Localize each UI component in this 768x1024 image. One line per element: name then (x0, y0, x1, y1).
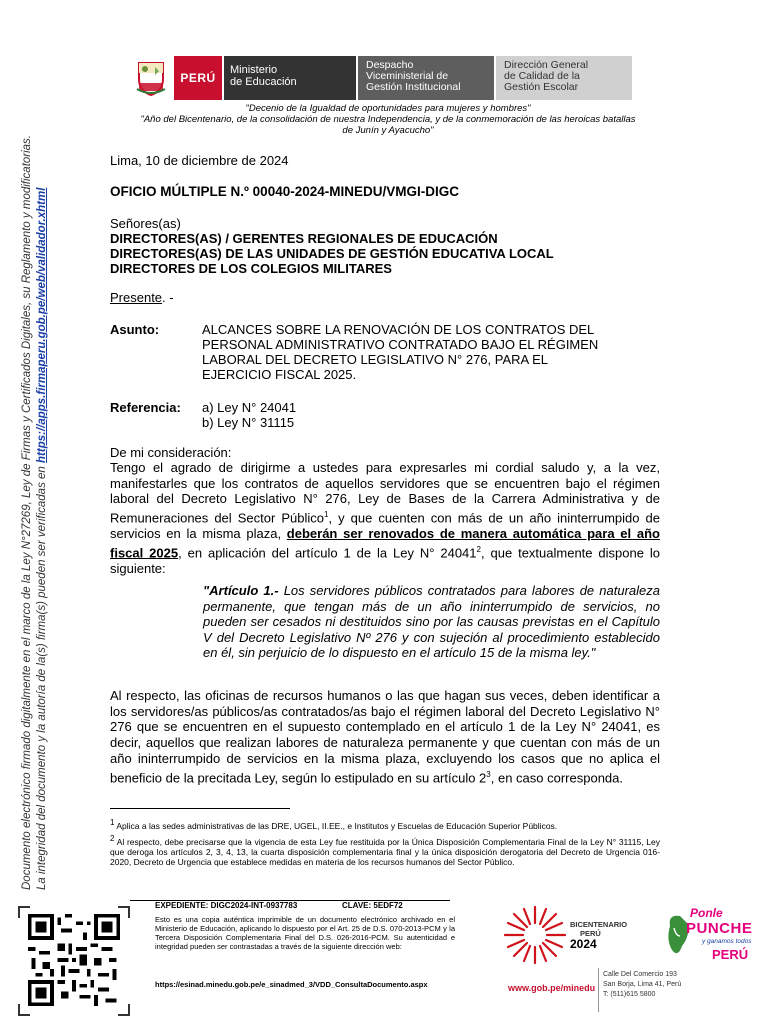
peru-crest-icon (128, 56, 174, 100)
motto-line2: "Año del Bicentenario, de la consolidación de nuestra Independencia, y de la conmemoración de las heroicas batallas (140, 114, 636, 125)
address-divider (598, 968, 599, 1012)
punche-text: PUNCHE (686, 920, 753, 937)
oficio-number: OFICIO MÚLTIPLE N.º 00040-2024-MINEDU/VMGI-DIGC (110, 184, 459, 199)
recipient-2: DIRECTORES(AS) DE LAS UNIDADES DE GESTIÓN EDUCATIVA LOCAL (110, 246, 554, 261)
digital-signature-note (20, 30, 50, 890)
footnote-1: $^1$ Aplica a las sedes administrativas de las DRE, UGEL, II.EE., e Institutos y Escuelas de Educación Superior Públicos. (110, 818, 558, 831)
bicentenario-sun-icon (500, 904, 570, 966)
asunto-label: Asunto: (110, 322, 160, 337)
quoted-article: "Artículo 1.- Los servidores públicos contratados para labores de naturaleza permanente, que tengan más de un año ininterrumpido de servicios, no pueden ser cesados ni destituidos sino por las causas previstas en el Capítulo V del Decreto Legislativo Nº 276 y con sujeción al procedimiento establecido en él, sin perjuicio de lo dispuesto en el artículo 15 de la misma ley." (203, 583, 660, 660)
clave: CLAVE: 5EDF72 (342, 901, 403, 910)
body-paragraph-1: Tengo el agrado de dirigirme a ustedes para expresarles mi cordial saludo y, a la vez, manifestarles que los contratos de aquellos servidores que se encuentren bajo el régimen laboral del Decreto Legislativo N° 276, Ley de Bases de la Carrera Administrativa y de Remuneraciones del Sector Público$^1$, y que cuenten con más de un año ininterrumpido de servicios en la misma plaza, deberán ser renovados de manera automática para el año fiscal 2025, en aplicación del artículo 1 de la Ley N° 24041$^2$, que textualmente dispone lo siguiente: (110, 460, 660, 576)
footnote-divider (110, 808, 290, 809)
motto-line1: "Decenio de la Igualdad de oportunidades para mujeres y hombres" (245, 103, 531, 114)
validator-link[interactable]: https://apps.firmaperu.gob.pe/web/validador.xhtml (36, 187, 48, 463)
bicentenario-label: BICENTENARIO PERÚ 2024 (570, 920, 628, 951)
ministerio-brand: Ministerio de Educación (222, 56, 356, 100)
ponle-peru-text: PERÚ (712, 947, 749, 962)
letter-date: Lima, 10 de diciembre de 2024 (110, 153, 289, 168)
expediente: EXPEDIENTE: DIGC2024-INT-0937783 (155, 901, 298, 910)
peru-brand: PERÚ (174, 56, 222, 100)
despacho-brand: Despacho Viceministerial de Gestión Institucional (356, 56, 494, 100)
recipient-3: DIRECTORES DE LOS COLEGIOS MILITARES (110, 261, 392, 276)
motto-line3: de Junín y Ayacucho" (342, 125, 434, 136)
footnote-2: $^2$ Al respecto, debe precisarse que la vigencia de esta Ley fue restituida por la Única Disposición Complementaria Final de la Ley N° 31115, Ley que deroga los artículos 2, 3, 4, 13, la cuarta disposición complementaria final y la única disposición derogatoria del Decreto de Urgencia 016-2020, Decreto de Urgencia que establece medidas en materia de los recursos humanos del Sector Público. (110, 834, 660, 867)
body-paragraph-2: Al respecto, las oficinas de recursos humanos o las que hagan sus veces, deben identificar a los servidores/as públicos/as contratados/as bajo el régimen laboral del Decreto Legislativo N° 276 que se encuentren en el supuesto contemplado en el artículo 1 de la Ley N° 24041, es decir, aquellos que realizan labores de naturaleza permanente y que cuentan con más de un año ininterrumpido de servicios en la misma plaza, excluyendo los casos que no aplica el beneficio de la precitada Ley, según lo estipulado en su artículo $2^3$, en caso corresponda. (110, 688, 660, 785)
referencia-label: Referencia: (110, 400, 181, 415)
recipient-1: DIRECTORES(AS) / GERENTES REGIONALES DE EDUCACIÓN (110, 231, 498, 246)
authenticity-note: Esto es una copia auténtica imprimible de un documento electrónico archivado en el Ministerio de Educación, aplicando lo dispuesto por el Art. 25 de D.S. 070-2013-PCM y la Tercera Disposición Complementaria Final del D.S. 026-2016-PCM. Su autenticidad e integridad pueden ser contrastadas a través de la siguiente dirección web: (155, 915, 455, 951)
ponle-text: Ponle (690, 906, 723, 920)
verification-url[interactable]: https://esinad.minedu.gob.pe/e_sinadmed_3/VDD_ConsultaDocumento.aspx (155, 980, 428, 989)
direccion-brand: Dirección General de Calidad de la Gestión Escolar (494, 56, 632, 100)
salutation: Señores(as) (110, 216, 181, 231)
signature-note-line2: La integridad del documento y la autoría de la(s) firma(s) pueden ser verificadas en https://apps.firmaperu.gob.pe/web/validador.xhtml (36, 187, 48, 890)
header-logo-bar (128, 56, 632, 100)
signature-note-line1: Documento electrónico firmado digitalmente en el marco de la Ley N°27269, Ley de Firmas y Certificados Digitales, su Reglamento y modificatorias. (21, 134, 33, 890)
website-link[interactable]: www.gob.pe/minedu (508, 983, 596, 993)
consideracion: De mi consideración: (110, 445, 232, 460)
ganamos-text: y ganamos todos (702, 938, 752, 945)
presente: Presente. - (110, 290, 174, 305)
qr-code-icon (28, 914, 120, 1006)
address-block: Calle Del Comercio 193 San Borja, Lima 41, Perú T: (511)615 5800 (603, 971, 682, 998)
asunto-text: ALCANCES SOBRE LA RENOVACIÓN DE LOS CONTRATOS DEL PERSONAL ADMINISTRATIVO CONTRATADO BAJO EL RÉGIMEN LABORAL DEL DECRETO LEGISLATIVO N° 276, PARA EL EJERCICIO FISCAL 2025. (202, 322, 599, 382)
referencia-list: a) Ley N° 24041 b) Ley N° 31115 (202, 400, 297, 430)
